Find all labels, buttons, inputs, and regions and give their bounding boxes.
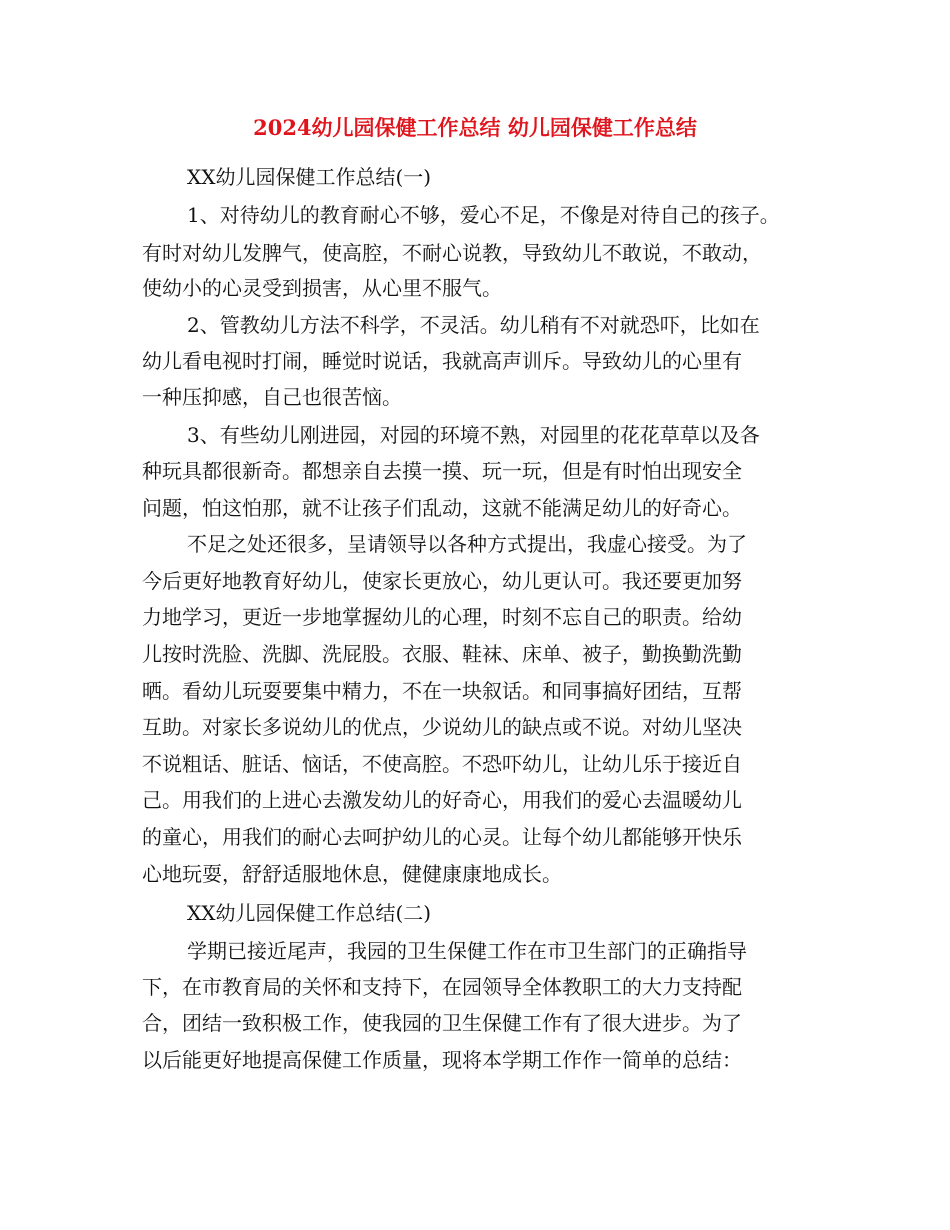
text-line: 的童心，用我们的耐心去呵护幼儿的心灵。让每个幼儿都能够开快乐 — [142, 825, 742, 849]
text-line: 不说粗话、脏话、恼话，不使高腔。不恐吓幼儿，让幼儿乐于接近自 — [142, 752, 742, 776]
text-line: 使幼小的心灵受到损害，从心里不服气。 — [142, 276, 502, 300]
text-line: 合，团结一致积极工作，使我园的卫生保健工作有了很大进步。为了 — [142, 1011, 742, 1035]
section-heading-2: XX幼儿园保健工作总结(二) — [187, 901, 432, 925]
text-line: 己。用我们的上进心去激发幼儿的好奇心，用我们的爱心去温暖幼儿 — [142, 788, 742, 812]
text-line: 一种压抑感，自己也很苦恼。 — [142, 385, 402, 409]
text-line: 问题，怕这怕那，就不让孩子们乱动，这就不能满足幼儿的好奇心。 — [142, 496, 742, 520]
text-line: 互助。对家长多说幼儿的优点，少说幼儿的缺点或不说。对幼儿坚决 — [142, 715, 742, 739]
text-line: 种玩具都很新奇。都想亲自去摸一摸、玩一玩，但是有时怕出现安全 — [142, 459, 742, 483]
text-line: 今后更好地教育好幼儿，使家长更放心，幼儿更认可。我还要更加努 — [142, 569, 742, 593]
text-line: 晒。看幼儿玩耍要集中精力，不在一块叙话。和同事搞好团结，互帮 — [142, 679, 742, 703]
text-line: 以后能更好地提高保健工作质量，现将本学期工作作一简单的总结： — [142, 1048, 742, 1072]
text-line: 1、对待幼儿的教育耐心不够，爱心不足，不像是对待自己的孩子。 — [187, 203, 780, 227]
text-line: 下，在市教育局的关怀和支持下，在园领导全体教职工的大力支持配 — [142, 975, 742, 999]
section-heading-1: XX幼儿园保健工作总结(一) — [187, 165, 432, 189]
text-line: 学期已接近尾声，我园的卫生保健工作在市卫生部门的正确指导 — [187, 939, 747, 963]
text-line: 幼儿看电视时打闹，睡觉时说话，我就高声训斥。导致幼儿的心里有 — [142, 349, 742, 373]
text-line: 有时对幼儿发脾气，使高腔，不耐心说教，导致幼儿不敢说，不敢动， — [142, 241, 762, 265]
document-title: 2024幼儿园保健工作总结 幼儿园保健工作总结 — [253, 115, 697, 140]
text-line: 心地玩耍，舒舒适服地休息，健健康康地成长。 — [142, 862, 562, 886]
text-line: 力地学习，更近一步地掌握幼儿的心理，时刻不忘自己的职责。给幼 — [142, 605, 742, 629]
text-line: 3、有些幼儿刚进园，对园的环境不熟，对园里的花花草草以及各 — [187, 423, 760, 447]
text-line: 2、管教幼儿方法不科学，不灵活。幼儿稍有不对就恐吓，比如在 — [187, 313, 760, 337]
text-line: 儿按时洗脸、洗脚、洗屁股。衣服、鞋袜、床单、被子，勤换勤洗勤 — [142, 642, 742, 666]
text-line: 不足之处还很多，呈请领导以各种方式提出，我虚心接受。为了 — [187, 532, 747, 556]
